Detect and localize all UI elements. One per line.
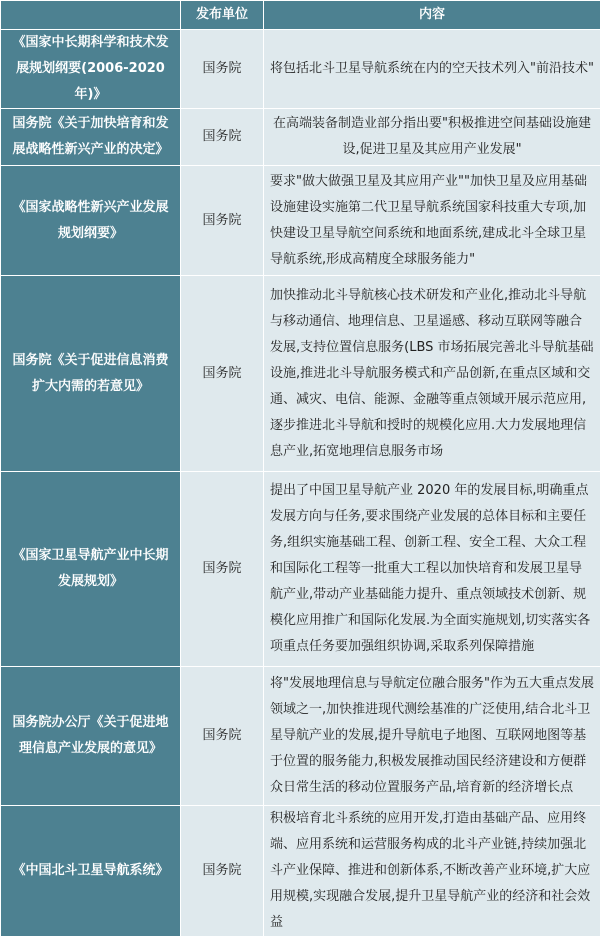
table-header-row xyxy=(1,1,600,30)
table-row xyxy=(1,806,600,937)
content-cell: 积极培育北斗系统的应用开发,打造由基础产品、应用终端、应用系统和运营服务构成的北斗产业链,持续加强北斗产业保障、推进和创新体系,不断改善产业环境,扩大应用规模,实现融合发展,提升卫星导航产业的经济和社会效益 xyxy=(264,806,600,937)
header-policy-name xyxy=(1,1,181,30)
content-cell: 将"发展地理信息与导航定位融合服务"作为五大重点发展领域之一,加快推进现代测绘基准的广泛使用,结合北斗卫星导航产业的发展,提升导航电子地图、互联网地图等基于位置的服务能力,积极发展推动国民经济建设和方便群众日常生活的移动位置服务产品,培育新的经济增长点 xyxy=(264,667,600,806)
policy-title: 国务院《关于促进信息消费扩大内需的若意见》 xyxy=(1,276,181,472)
table-row xyxy=(1,667,600,806)
publisher-cell: 国务院 xyxy=(181,276,264,472)
publisher-cell: 国务院 xyxy=(181,667,264,806)
table-row xyxy=(1,109,600,166)
publisher-cell: 国务院 xyxy=(181,806,264,937)
content-cell: 将包括北斗卫星导航系统在内的空天技术列入"前沿技术" xyxy=(264,30,600,109)
publisher-cell: 国务院 xyxy=(181,472,264,667)
publisher-cell: 国务院 xyxy=(181,30,264,109)
header-publisher: 发布单位 xyxy=(181,1,264,30)
content-cell: 提出了中国卫星导航产业 2020 年的发展目标,明确重点发展方向与任务,要求围绕产业发展的总体目标和主要任务,组织实施基础工程、创新工程、安全工程、大众工程和国际化工程等一批重大工程以加快培育和发展卫星导航产业,带动产业基础能力提升、重点领域技术创新、规模化应用推广和国际化发展.为全面实施规划,切实落实各项重点任务要加强组织协调,采取系列保障措施 xyxy=(264,472,600,667)
policy-title: 《中国北斗卫星导航系统》 xyxy=(1,806,181,937)
header-content: 内容 xyxy=(264,1,600,30)
publisher-cell: 国务院 xyxy=(181,166,264,276)
table-row xyxy=(1,166,600,276)
policy-title: 《国家卫星导航产业中长期发展规划》 xyxy=(1,472,181,667)
content-cell: 在高端装备制造业部分指出要"积极推进空间基础设施建设,促进卫星及其应用产业发展" xyxy=(264,109,600,166)
table-row xyxy=(1,30,600,109)
policy-title: 《国家中长期科学和技术发展规划纲要(2006-2020 年)》 xyxy=(1,30,181,109)
content-cell: 加快推动北斗导航核心技术研发和产业化,推动北斗导航与移动通信、地理信息、卫星遥感、移动互联网等融合发展,支持位置信息服务(LBS 市场拓展完善北斗导航基础设施,推进北斗导航服务模式和产品创新,在重点区域和交通、减灾、电信、能源、金融等重点领域开展示范应用,逐步推进北斗导航和授时的规模化应用.大力发展地理信息产业,拓宽地理信息服务市场 xyxy=(264,276,600,472)
policy-title: 国务院办公厅《关于促进地理信息产业发展的意见》 xyxy=(1,667,181,806)
publisher-cell: 国务院 xyxy=(181,109,264,166)
policy-title: 国务院《关于加快培育和发展战略性新兴产业的决定》 xyxy=(1,109,181,166)
table-row xyxy=(1,472,600,667)
table-row xyxy=(1,276,600,472)
content-cell: 要求"做大做强卫星及其应用产业""加快卫星及应用基础设施建设实施第二代卫星导航系统国家科技重大专项,加快建设卫星导航空间系统和地面系统,建成北斗全球卫星导航系统,形成高精度全球服务能力" xyxy=(264,166,600,276)
policy-title: 《国家战略性新兴产业发展规划纲要》 xyxy=(1,166,181,276)
